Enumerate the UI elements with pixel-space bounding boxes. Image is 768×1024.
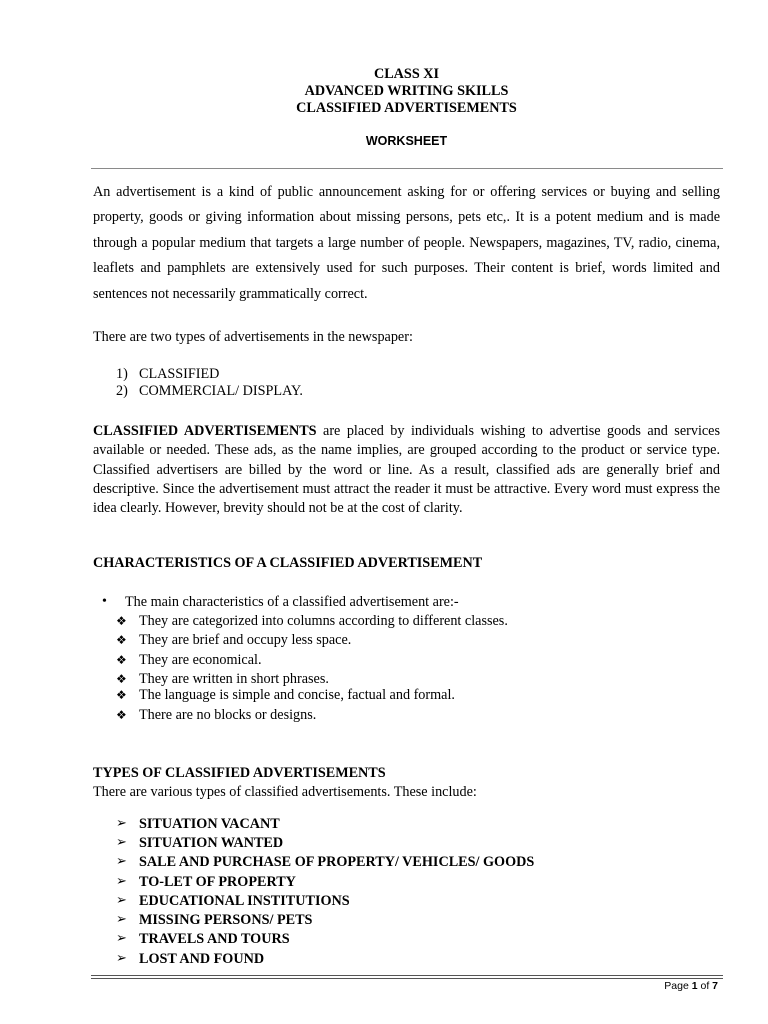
list-text: TRAVELS AND TOURS [139,931,290,947]
list-item [116,706,316,724]
arrow-bullet-icon: ➢ [116,835,127,850]
arrow-bullet-icon: ➢ [116,893,127,908]
list-text: TO-LET OF PROPERTY [139,874,296,890]
list-text: There are no blocks or designs. [139,707,317,723]
topic-heading: CLASSIFIED ADVERTISEMENTS [296,100,517,116]
list-number: 1) [116,366,128,382]
types-classified-heading: TYPES OF CLASSIFIED ADVERTISEMENTS [93,765,386,781]
diamond-bullet-icon: ❖ [116,672,127,686]
arrow-bullet-icon: ➢ [116,951,127,966]
list-text: COMMERCIAL/ DISPLAY. [139,383,303,399]
classified-body: are placed by individuals wishing to advertise goods and services available or needed. These ads, as the name implies, are grouped according to the product or service type. Classified advertisers are billed by the word or line. As a result, classified ads are generally brief and descriptive. Since the advertisement must attract the reader it must be attractive. Every word must express the idea clearly. However, brevity should not be at the cost of clarity. [93,423,720,517]
list-text: They are categorized into columns according to different classes. [139,613,508,629]
characteristics-intro [102,593,459,611]
list-item [116,930,290,948]
list-text: SALE AND PURCHASE OF PROPERTY/ VEHICLES/ GOODS [139,854,535,870]
list-text: SITUATION VACANT [139,816,280,832]
diamond-bullet-icon: ❖ [116,633,127,647]
class-heading: CLASS XI [373,66,440,82]
page-number-separator: of [697,980,713,992]
page-number-prefix: Page [664,980,692,992]
arrow-bullet-icon: ➢ [116,931,127,946]
list-text: They are economical. [139,652,262,668]
footer-divider [91,975,723,976]
diamond-bullet-icon: ❖ [116,708,127,722]
list-item [116,892,350,910]
list-text: They are written in short phrases. [139,671,329,687]
characteristics-intro-text: The main characteristics of a classified advertisement are:- [125,594,459,610]
list-text: CLASSIFIED [139,366,220,382]
list-text: LOST AND FOUND [139,951,265,967]
arrow-bullet-icon: ➢ [116,874,127,889]
classified-paragraph [93,422,720,518]
list-number: 2) [116,383,128,399]
header-divider [91,168,723,169]
list-item [116,612,508,630]
subject-heading: ADVANCED WRITING SKILLS [304,83,509,99]
page-number [664,980,718,992]
diamond-bullet-icon: ❖ [116,614,127,628]
diamond-bullet-icon: ❖ [116,688,127,702]
list-item [116,651,262,669]
list-item [116,911,312,929]
arrow-bullet-icon: ➢ [116,816,127,831]
list-item [116,631,351,649]
list-item [116,383,303,400]
list-text: The language is simple and concise, factual and formal. [139,687,455,703]
arrow-bullet-icon: ➢ [116,854,127,869]
list-item [116,686,455,704]
types-intro: There are two types of advertisements in the newspaper: [93,329,413,345]
total-pages: 7 [712,980,718,992]
list-item [116,815,280,833]
types-list [116,366,303,400]
list-text: SITUATION WANTED [139,835,284,851]
diamond-bullet-icon: ❖ [116,653,127,667]
list-text: MISSING PERSONS/ PETS [139,912,313,928]
intro-paragraph: An advertisement is a kind of public announcement asking for or offering services or buying and selling property, goods or giving information about missing persons, pets etc,. It is a potent medium and is made through a popular medium that targets a large number of people. Newspapers, magazines, TV, radio, cinema, leaflets and pamphlets are extensively used for such purposes. Their content is brief, words limited and sentences not necessarily grammatically correct. [93,184,720,302]
list-item [116,834,283,852]
arrow-bullet-icon: ➢ [116,912,127,927]
list-item [116,873,296,891]
footer-divider [91,978,723,979]
worksheet-heading: WORKSHEET [365,134,448,148]
list-item [116,366,303,383]
current-page: 1 [691,980,698,992]
characteristics-heading: CHARACTERISTICS OF A CLASSIFIED ADVERTISEMENT [93,555,483,571]
bullet-icon: • [102,594,107,609]
list-text: EDUCATIONAL INSTITUTIONS [139,893,350,909]
list-item [116,950,264,968]
classified-lead: CLASSIFIED ADVERTISEMENTS [93,423,317,439]
list-item [116,853,534,871]
types-classified-intro: There are various types of classified advertisements. These include: [93,784,477,800]
list-text: They are brief and occupy less space. [139,632,352,648]
